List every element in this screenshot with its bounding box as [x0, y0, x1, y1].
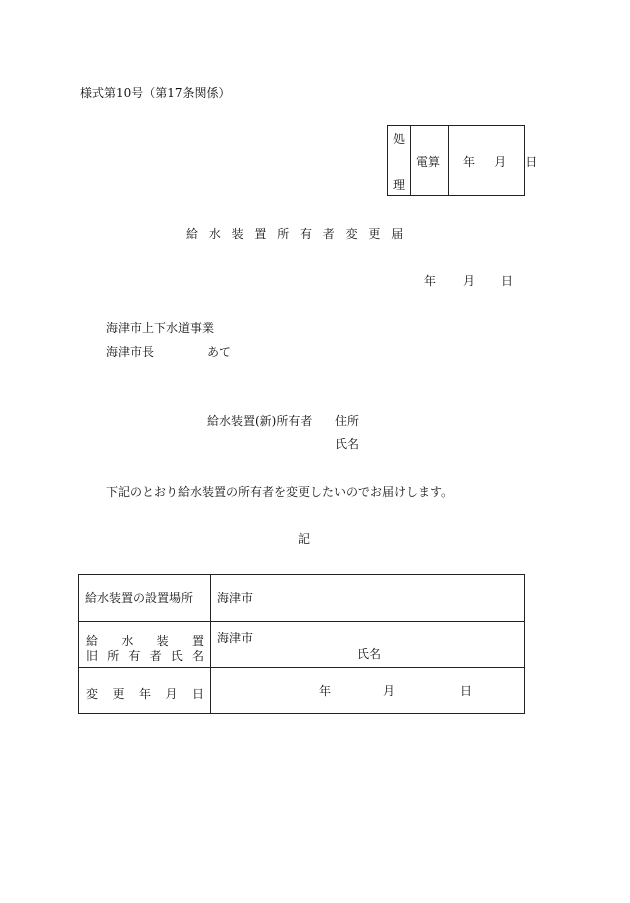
applicant-address-label: 住所 [335, 414, 360, 428]
former-owner-value-cell [211, 622, 524, 667]
addressee-line1: 海津市上下水道事業 [106, 321, 215, 335]
change-year-label: 年 [319, 684, 332, 698]
location-label-cell [79, 575, 211, 621]
label-char: 年 [138, 687, 151, 701]
processing-date-cell [448, 126, 542, 195]
table-row-change-date [79, 668, 524, 713]
label-char: 月 [165, 687, 178, 701]
processing-box [387, 125, 542, 196]
label-char: 装 [156, 634, 169, 648]
label-char: 変 [86, 687, 99, 701]
computer-cell [410, 126, 449, 195]
label-char: 氏 [170, 649, 183, 663]
change-day-label: 日 [460, 684, 473, 698]
former-owner-name-label: 氏名 [357, 647, 382, 661]
processing-label-cell [388, 126, 411, 195]
body-text: 下記のとおり給水装置の所有者を変更したいのでお届けします。 [106, 485, 454, 499]
location-value-cell [211, 575, 524, 621]
change-date-value-cell [211, 668, 524, 713]
addressee-honorific: あて [207, 345, 232, 359]
processing-date: 年 月 日 [463, 155, 542, 169]
addressee-line2: 海津市長 [106, 345, 155, 359]
label-char: 水 [121, 634, 134, 648]
label-char: 者 [149, 649, 162, 663]
ki-heading: 記 [298, 532, 311, 546]
label-char: 有 [128, 649, 141, 663]
label-char: 置 [191, 634, 204, 648]
table-row-location [79, 575, 524, 622]
location-value: 海津市 [217, 591, 254, 605]
date-month-label: 月 [463, 274, 476, 288]
label-char: 旧 [86, 649, 99, 663]
former-owner-address-value: 海津市 [217, 631, 254, 645]
applicant-name-label: 氏名 [335, 437, 360, 451]
label-char: 給 [86, 634, 99, 648]
table-row-former-owner [79, 622, 524, 668]
change-month-label: 月 [383, 684, 396, 698]
record-table [78, 574, 525, 714]
form-number: 様式第10号（第17条関係） [80, 86, 231, 100]
label-char: 名 [191, 649, 204, 663]
change-date-label-cell [79, 668, 211, 713]
former-owner-label-cell [79, 622, 211, 667]
location-label: 給水装置の設置場所 [85, 591, 194, 605]
label-char: 更 [112, 687, 125, 701]
computer-label: 電算 [416, 155, 441, 169]
date-year-label: 年 [424, 274, 437, 288]
former-owner-label-line2 [86, 647, 204, 664]
processing-label-bottom: 理 [393, 178, 406, 192]
label-char: 所 [107, 649, 120, 663]
date-day-label: 日 [501, 274, 514, 288]
processing-label-top: 処 [393, 132, 406, 146]
applicant-role: 給水装置(新)所有者 [207, 414, 313, 428]
change-date-label [86, 685, 204, 702]
document-title: 給水装置所有者変更届 [186, 227, 415, 241]
label-char: 日 [191, 687, 204, 701]
